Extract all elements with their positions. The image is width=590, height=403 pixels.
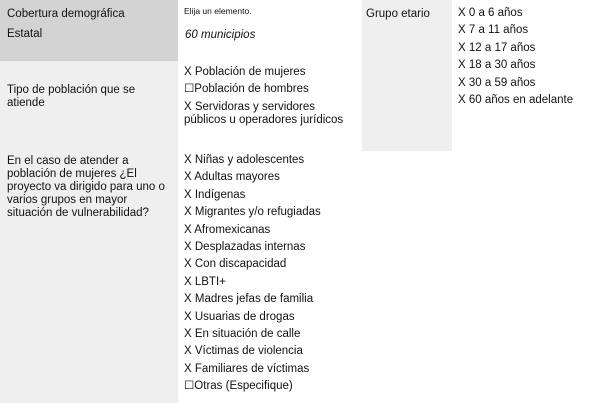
vulnerable-label-cont: varios grupos en mayor <box>7 194 128 206</box>
population-option[interactable]: X Servidoras y servidores públicos u operadores jurídicos <box>184 100 344 126</box>
population-options <box>184 64 359 127</box>
vulnerable-option[interactable]: X En situación de calle <box>184 327 301 340</box>
vulnerable-option[interactable]: X Niñas y adolescentes <box>184 154 305 166</box>
coverage-label: Cobertura demográfica <box>7 8 125 20</box>
vulnerable-option[interactable]: X Víctimas de violencia <box>184 345 303 358</box>
vulnerable-option[interactable]: X Con discapacidad <box>184 258 287 271</box>
age-group-cell <box>362 0 452 151</box>
vulnerable-options <box>184 152 359 395</box>
vulnerable-option[interactable]: X Adultas mayores <box>184 171 280 184</box>
vulnerable-option[interactable]: X Madres jefas de familia <box>184 293 314 306</box>
vulnerable-option[interactable]: X Usuarias de drogas <box>184 310 295 323</box>
vulnerable-label-cont: población de mujeres ¿El <box>7 168 137 180</box>
population-option[interactable]: X Población de mujeres <box>184 66 306 78</box>
vulnerable-option[interactable]: X Desplazadas internas <box>184 240 306 253</box>
vulnerable-option[interactable]: X Afromexicanas <box>184 223 271 236</box>
vulnerable-label: En el caso de atender a <box>7 155 129 167</box>
age-group-options <box>458 5 588 109</box>
age-option[interactable]: X 0 a 6 años <box>458 7 523 19</box>
population-label-cont: atiende <box>7 97 45 109</box>
population-option[interactable]: ☐Población de hombres <box>184 83 309 96</box>
population-label: Tipo de población que se <box>7 84 136 96</box>
vulnerable-label-cont: situación de vulnerabilidad? <box>7 207 149 219</box>
vulnerable-option[interactable]: X LBTI+ <box>184 275 226 288</box>
age-option[interactable]: X 12 a 17 años <box>458 41 536 54</box>
vulnerable-label-cont: proyecto va dirigido para uno o <box>7 181 165 193</box>
coverage-hint[interactable]: Elija un elemento. <box>184 6 252 16</box>
age-option[interactable]: X 30 a 59 años <box>458 76 536 89</box>
vulnerable-option[interactable]: X Migrantes y/o refugiadas <box>184 206 321 219</box>
age-option[interactable]: X 18 a 30 años <box>458 59 536 72</box>
vulnerable-option[interactable]: ☐Otras (Especifique) <box>184 380 293 393</box>
coverage-value: Estatal <box>7 28 43 40</box>
coverage-detail: 60 municipios <box>185 29 256 41</box>
age-option[interactable]: X 7 a 11 años <box>458 24 529 37</box>
vulnerable-option[interactable]: X Familiares de víctimas <box>184 362 310 375</box>
age-group-label: Grupo etario <box>366 8 430 20</box>
age-option[interactable]: X 60 años en adelante <box>458 93 574 106</box>
vulnerable-option[interactable]: X Indígenas <box>184 188 246 201</box>
